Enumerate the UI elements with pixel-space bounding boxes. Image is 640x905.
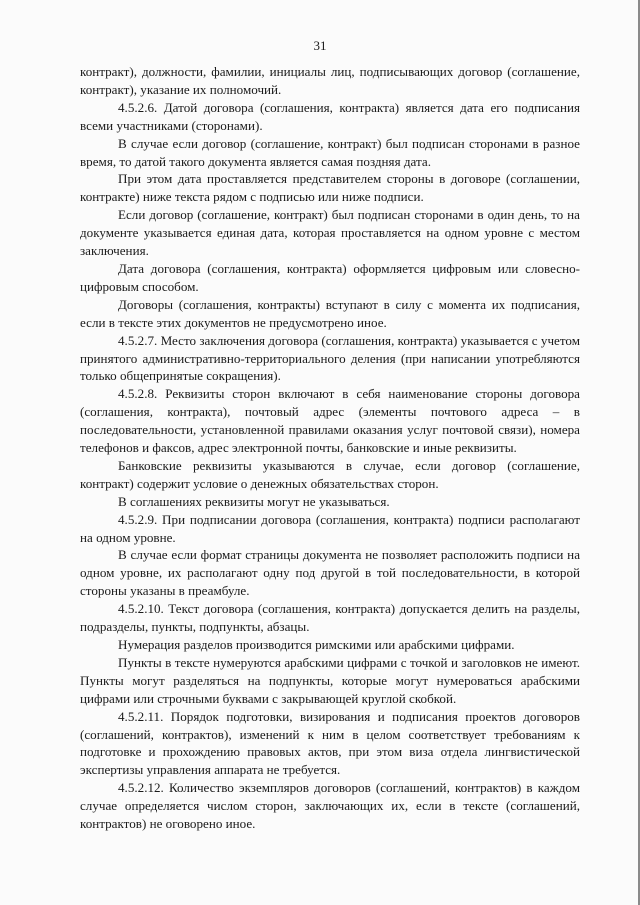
paragraph: Дата договора (соглашения, контракта) оформляется цифровым или словесно-цифровым способом. [80,260,580,294]
paragraph: В соглашениях реквизиты могут не указываться. [118,493,390,509]
paragraph-4-5-2-9: 4.5.2.9. При подписании договора (соглашения, контракта) подписи располагают на одном уровне. [80,511,580,545]
paragraph: Если договор (соглашение, контракт) был подписан сторонами в один день, то на документе указывается единая дата, которая проставляется на одном уровне с местом заключения. [80,207,580,259]
paragraph-continuation: контракт), должности, фамилии, инициалы лиц, подписывающих договор (соглашение, контракт), указание их полномочий. [80,64,580,97]
paragraph-4-5-2-12: 4.5.2.12. Количество экземпляров договоров (соглашений, контрактов) в каждом случае определяется числом сторон, заключающих их, если в тексте (соглашений, контрактов) не оговорено иное. [80,780,580,832]
paragraph: В случае если формат страницы документа не позволяет расположить подписи на одном уровне, их располагают одну под другой в той последовательности, в которой стороны указаны в преамбуле. [80,547,580,599]
paragraph: Банковские реквизиты указываются в случае, если договор (соглашение, контракт) содержит условие о денежных обязательствах сторон. [80,457,580,491]
page-number: 31 [313,38,327,53]
paragraph-4-5-2-7: 4.5.2.7. Место заключения договора (соглашения, контракта) указывается с учетом принятого административно-территориального деления (при написании употребляются только общепринятые сокращения). [80,332,580,384]
paragraph-4-5-2-8: 4.5.2.8. Реквизиты сторон включают в себя наименование стороны договора (соглашения, контракта), почтовый адрес (элементы почтового адреса – в последовательности, установленной правилами оказания услуг почтовой связи), номера телефонов и факсов, адрес электронной почты, банковские и иные реквизиты. [80,386,580,456]
paragraph: Договоры (соглашения, контракты) вступают в силу с момента их подписания, если в тексте этих документов не предусмотрено иное. [80,296,580,330]
paragraph: Пункты в тексте нумеруются арабскими цифрами с точкой и заголовков не имеют. Пункты могут разделяться на подпункты, которые могут нумероваться арабскими цифрами или строчными буквами с закрывающей круглой скобкой. [80,654,580,706]
paragraph-4-5-2-6: 4.5.2.6. Датой договора (соглашения, контракта) является дата его подписания всеми участниками (сторонами). [80,99,580,133]
paragraph: В случае если договор (соглашение, контракт) был подписан сторонами в разное время, то датой такого документа является самая поздняя дата. [80,135,580,169]
paragraph-4-5-2-10: 4.5.2.10. Текст договора (соглашения, контракта) допускается делить на разделы, подразделы, пункты, подпункты, абзацы. [80,601,580,635]
paragraph: При этом дата проставляется представителем стороны в договоре (соглашении, контракте) ниже текста рядом с подписью или ниже подписи. [80,171,580,205]
paragraph: Нумерация разделов производится римскими или арабскими цифрами. [118,637,515,652]
paragraph-4-5-2-11: 4.5.2.11. Порядок подготовки, визирования и подписания проектов договоров (соглашений, контрактов), изменений к ним в целом соответствует требованиям к подготовке и прохождению правовых актов, при этом виза отдела лингвистической экспертизы управления аппарата не требуется. [80,708,580,778]
document-body [80,63,580,833]
